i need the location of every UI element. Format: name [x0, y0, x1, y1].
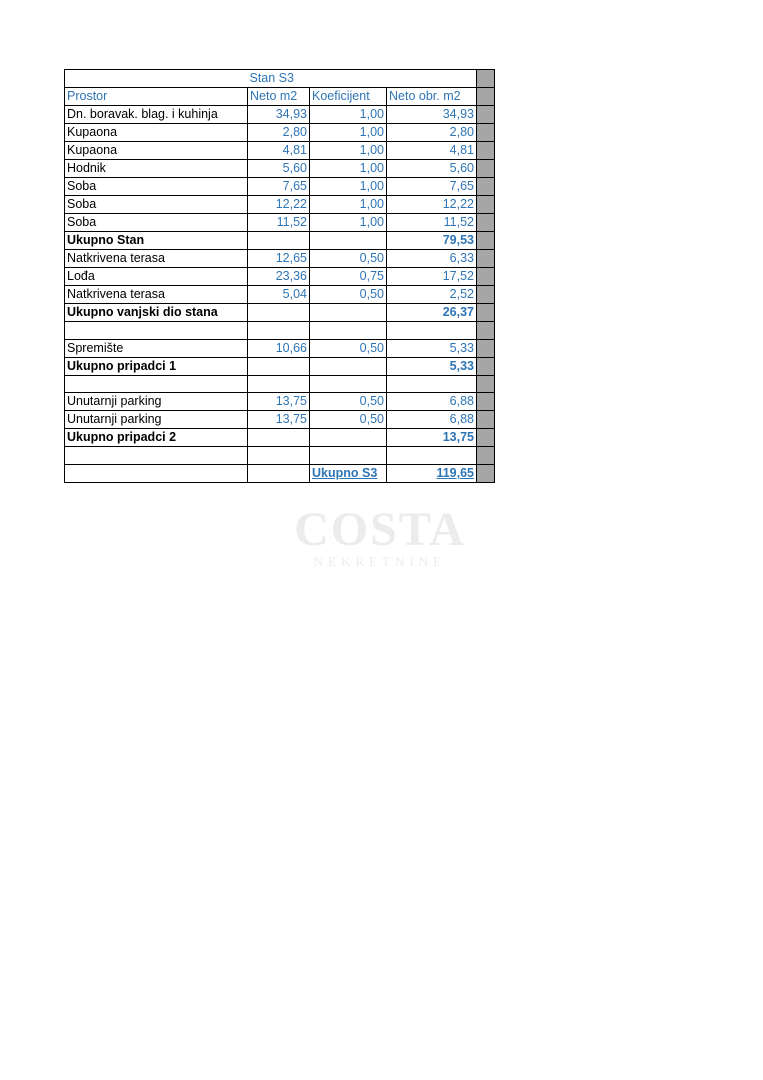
- row-koeficijent: [310, 375, 387, 393]
- row-neto-obr-m2: 17,52: [387, 268, 477, 286]
- row-koeficijent: [310, 304, 387, 322]
- gray-side-cell: [477, 124, 495, 142]
- gray-side-cell: [477, 70, 495, 88]
- gray-side-cell: [477, 178, 495, 196]
- row-neto-m2: 11,52: [248, 214, 310, 232]
- row-neto-m2: 13,75: [248, 393, 310, 411]
- row-koeficijent: 0,50: [310, 286, 387, 304]
- row-neto-m2: [248, 357, 310, 375]
- row-koeficijent: [310, 429, 387, 447]
- row-neto-m2: 7,65: [248, 178, 310, 196]
- row-label: Unutarnji parking: [65, 411, 248, 429]
- col-header-neto: Neto m2: [248, 88, 310, 106]
- gray-side-cell: [477, 357, 495, 375]
- table-row: [65, 106, 495, 124]
- row-neto-m2: 4,81: [248, 142, 310, 160]
- table-row: [65, 411, 495, 429]
- table-row: [65, 214, 495, 232]
- row-neto-obr-m2: 6,88: [387, 411, 477, 429]
- row-koeficijent: 0,50: [310, 339, 387, 357]
- row-label: Spremište: [65, 339, 248, 357]
- col-header-neto-obr: Neto obr. m2: [387, 88, 477, 106]
- row-koeficijent: 1,00: [310, 178, 387, 196]
- row-neto-m2: [248, 322, 310, 340]
- subtotal-row: [65, 357, 495, 375]
- title-row: [65, 70, 495, 88]
- row-neto-m2: 2,80: [248, 124, 310, 142]
- empty-row: [65, 447, 495, 465]
- row-label: Natkrivena terasa: [65, 250, 248, 268]
- gray-side-cell: [477, 322, 495, 340]
- row-label: Soba: [65, 214, 248, 232]
- subtotal-row: [65, 304, 495, 322]
- row-neto-m2: [248, 304, 310, 322]
- row-neto-m2: [248, 375, 310, 393]
- watermark-tagline: NEKRETNINE: [313, 554, 447, 569]
- gray-side-cell: [477, 106, 495, 124]
- gray-side-cell: [477, 375, 495, 393]
- row-neto-m2: [248, 232, 310, 250]
- row-neto-obr-m2: 5,33: [387, 357, 477, 375]
- row-neto-m2: 12,22: [248, 196, 310, 214]
- row-label: Ukupno vanjski dio stana: [65, 304, 248, 322]
- table-row: [65, 268, 495, 286]
- table-row: [65, 142, 495, 160]
- row-koeficijent: [310, 322, 387, 340]
- gray-side-cell: [477, 447, 495, 465]
- row-label: Unutarnji parking: [65, 393, 248, 411]
- row-neto-obr-m2: 34,93: [387, 106, 477, 124]
- subtotal-row: [65, 429, 495, 447]
- gray-side-cell: [477, 142, 495, 160]
- row-neto-obr-m2: 12,22: [387, 196, 477, 214]
- total-blank-cell: [248, 464, 310, 482]
- gray-side-cell: [477, 304, 495, 322]
- gray-side-cell: [477, 250, 495, 268]
- gray-side-cell: [477, 232, 495, 250]
- gray-side-cell: [477, 286, 495, 304]
- row-label: Hodnik: [65, 160, 248, 178]
- row-koeficijent: 1,00: [310, 214, 387, 232]
- total-value: 119,65: [387, 464, 477, 482]
- row-neto-obr-m2: [387, 447, 477, 465]
- gray-side-cell: [477, 196, 495, 214]
- row-koeficijent: 0,50: [310, 250, 387, 268]
- empty-row: [65, 322, 495, 340]
- row-neto-obr-m2: 26,37: [387, 304, 477, 322]
- row-neto-obr-m2: [387, 375, 477, 393]
- row-label: Dn. boravak. blag. i kuhinja: [65, 106, 248, 124]
- row-label: Soba: [65, 178, 248, 196]
- total-label: Ukupno S3: [310, 464, 387, 482]
- row-koeficijent: 1,00: [310, 196, 387, 214]
- row-label: [65, 447, 248, 465]
- row-koeficijent: [310, 357, 387, 375]
- gray-side-cell: [477, 160, 495, 178]
- table-row: [65, 196, 495, 214]
- row-label: [65, 375, 248, 393]
- gray-side-cell: [477, 339, 495, 357]
- row-neto-m2: 34,93: [248, 106, 310, 124]
- header-row: [65, 88, 495, 106]
- table-row: [65, 178, 495, 196]
- row-koeficijent: 1,00: [310, 124, 387, 142]
- row-neto-m2: 12,65: [248, 250, 310, 268]
- row-neto-obr-m2: 6,33: [387, 250, 477, 268]
- row-neto-obr-m2: 4,81: [387, 142, 477, 160]
- row-neto-obr-m2: 2,52: [387, 286, 477, 304]
- row-neto-m2: 5,60: [248, 160, 310, 178]
- table-row: [65, 339, 495, 357]
- table-title: Stan S3: [248, 70, 477, 88]
- row-label: Kupaona: [65, 124, 248, 142]
- costa-watermark: [280, 505, 480, 569]
- col-header-prostor: Prostor: [65, 88, 248, 106]
- empty-row: [65, 375, 495, 393]
- area-table: [64, 69, 495, 483]
- table-row: [65, 286, 495, 304]
- table-row: [65, 250, 495, 268]
- gray-side-cell: [477, 268, 495, 286]
- row-label: Kupaona: [65, 142, 248, 160]
- row-koeficijent: 0,75: [310, 268, 387, 286]
- row-neto-obr-m2: [387, 322, 477, 340]
- row-koeficijent: [310, 232, 387, 250]
- table-row: [65, 160, 495, 178]
- row-label: Lođa: [65, 268, 248, 286]
- gray-side-cell: [477, 429, 495, 447]
- row-koeficijent: 0,50: [310, 393, 387, 411]
- row-label: Ukupno pripadci 1: [65, 357, 248, 375]
- subtotal-row: [65, 232, 495, 250]
- row-koeficijent: 0,50: [310, 411, 387, 429]
- row-koeficijent: 1,00: [310, 142, 387, 160]
- row-neto-m2: 23,36: [248, 268, 310, 286]
- row-neto-m2: [248, 429, 310, 447]
- row-label: Ukupno pripadci 2: [65, 429, 248, 447]
- gray-side-cell: [477, 214, 495, 232]
- table-row: [65, 393, 495, 411]
- table-row: [65, 124, 495, 142]
- row-neto-obr-m2: 2,80: [387, 124, 477, 142]
- row-koeficijent: [310, 447, 387, 465]
- row-label: [65, 322, 248, 340]
- row-neto-m2: 13,75: [248, 411, 310, 429]
- row-neto-m2: 10,66: [248, 339, 310, 357]
- gray-side-cell: [477, 464, 495, 482]
- row-neto-obr-m2: 13,75: [387, 429, 477, 447]
- row-neto-obr-m2: 7,65: [387, 178, 477, 196]
- total-blank-cell: [65, 464, 248, 482]
- gray-side-cell: [477, 411, 495, 429]
- row-label: Natkrivena terasa: [65, 286, 248, 304]
- title-blank-cell: [65, 70, 248, 88]
- row-label: Ukupno Stan: [65, 232, 248, 250]
- col-header-koeficijent: Koeficijent: [310, 88, 387, 106]
- row-neto-obr-m2: 6,88: [387, 393, 477, 411]
- total-row: [65, 464, 495, 482]
- gray-side-cell: [477, 88, 495, 106]
- row-label: Soba: [65, 196, 248, 214]
- watermark-brand: COSTA: [294, 503, 466, 556]
- row-koeficijent: 1,00: [310, 106, 387, 124]
- row-neto-obr-m2: 5,60: [387, 160, 477, 178]
- row-neto-obr-m2: 5,33: [387, 339, 477, 357]
- row-neto-m2: 5,04: [248, 286, 310, 304]
- gray-side-cell: [477, 393, 495, 411]
- row-neto-obr-m2: 11,52: [387, 214, 477, 232]
- row-neto-m2: [248, 447, 310, 465]
- row-neto-obr-m2: 79,53: [387, 232, 477, 250]
- row-koeficijent: 1,00: [310, 160, 387, 178]
